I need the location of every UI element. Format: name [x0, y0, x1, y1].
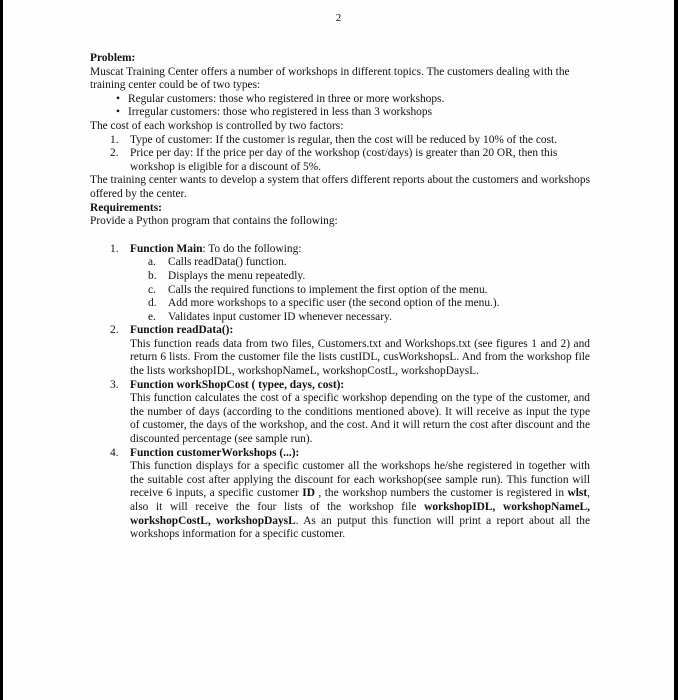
document-body	[90, 52, 590, 542]
sub-item-letter: e.	[148, 310, 156, 323]
factor-number: 2.	[110, 147, 119, 160]
bullet-regular-customers: • Regular customers: those who registered in three or more workshops.	[90, 93, 590, 107]
problem-heading: Problem:	[90, 52, 136, 64]
document-page	[3, 0, 674, 700]
requirement-body	[130, 460, 590, 542]
requirement-item-workshopcost	[90, 379, 590, 447]
requirement-number: 4.	[110, 446, 119, 459]
sub-item-text: Displays the menu repeatedly.	[168, 269, 306, 282]
sub-item	[90, 270, 590, 284]
sub-item	[90, 284, 590, 298]
requirement-number: 3.	[110, 378, 119, 391]
requirement-title: Function customerWorkshops (...):	[130, 446, 300, 459]
sub-item-text: Calls readData() function.	[168, 256, 287, 269]
requirement-body: This function reads data from two files, Customers.txt and Workshops.txt (see figures 1 and 2) and return 6 lists. From the customer file the lists custIDL, cusWorkshopsL. And from the workshop file the lists workshopIDL, workshopNameL, workshopCostL, workshopDaysL.	[130, 337, 590, 378]
sub-item-text: Calls the required functions to implement the first option of the menu.	[168, 283, 488, 296]
sub-item-text: Add more workshops to a specific user (the second option of the menu.).	[168, 297, 500, 310]
bullet-irregular-customers: • Irregular customers: those who registered in less than 3 workshops	[90, 106, 590, 120]
body-bold-id: ID	[302, 487, 315, 500]
factor-text: Type of customer: If the customer is regular, then the cost will be reduced by 10% of the cost.	[130, 133, 558, 146]
requirement-item-main	[90, 243, 590, 257]
body-text: . As an putput this function will print a report about all the workshops information for a specific customer.	[130, 514, 591, 541]
sub-item	[90, 256, 590, 270]
requirements-heading: Requirements:	[90, 201, 162, 214]
requirement-title-rest: : To do the following:	[202, 242, 302, 255]
requirement-title: Function readData():	[130, 324, 234, 337]
body-text: This function displays for a specific customer all the workshops he/she registered in together with the suitable cost after applying the discount for each workshop(see sample run). This function will receive 6 inputs, a specific customer	[130, 460, 590, 500]
requirement-title: Function workShopCost ( typee, days, cost):	[130, 378, 345, 391]
requirement-number: 2.	[110, 324, 119, 337]
sub-item-letter: d.	[148, 297, 157, 310]
requirements-intro: Provide a Python program that contains the following:	[90, 215, 338, 228]
requirement-number: 1.	[110, 242, 119, 255]
cost-intro: The cost of each workshop is controlled by two factors:	[90, 119, 344, 132]
requirement-body: This function calculates the cost of a specific workshop depending on the type of the customer, and the number of days (according to the conditions mentioned above). It will receive as input the type of customer, the days of the workshop, and the cost. And it will return the cost after discount and the discounted percentage (see sample run).	[130, 392, 590, 446]
factor-number: 1.	[110, 133, 119, 146]
requirement-item-readdata	[90, 324, 590, 378]
factor-item	[90, 147, 590, 174]
system-description: The training center wants to develop a system that offers different reports about the customers and workshops offered by the center.	[90, 174, 590, 200]
requirement-item-customerworkshops	[90, 447, 590, 542]
sub-item	[90, 297, 590, 311]
factor-item	[90, 134, 590, 148]
body-text: , the workshop numbers the customer is registered in	[314, 487, 568, 500]
sub-item-letter: a.	[148, 256, 156, 269]
body-text: , also it will receive the four lists of the workshop file	[130, 487, 590, 513]
problem-intro: Muscat Training Center offers a number of workshops in different topics. The customers dealing with the training center could be of two types:	[90, 65, 570, 92]
sub-item	[90, 311, 590, 325]
sub-item-letter: c.	[148, 283, 156, 296]
requirement-title: Function Main	[130, 242, 203, 255]
sub-item-text: Validates input customer ID whenever necessary.	[168, 310, 392, 323]
page-number: 2	[335, 12, 342, 24]
body-bold-lists: workshopIDL, workshopNameL, workshopCostL, workshopDaysL	[130, 501, 590, 527]
factor-text: Price per day: If the price per day of the workshop (cost/days) is greater than 20 OR, then this workshop is eligible for a discount of 5%.	[130, 147, 558, 173]
body-bold-wlst: wlst	[567, 487, 588, 500]
sub-item-letter: b.	[148, 269, 157, 282]
